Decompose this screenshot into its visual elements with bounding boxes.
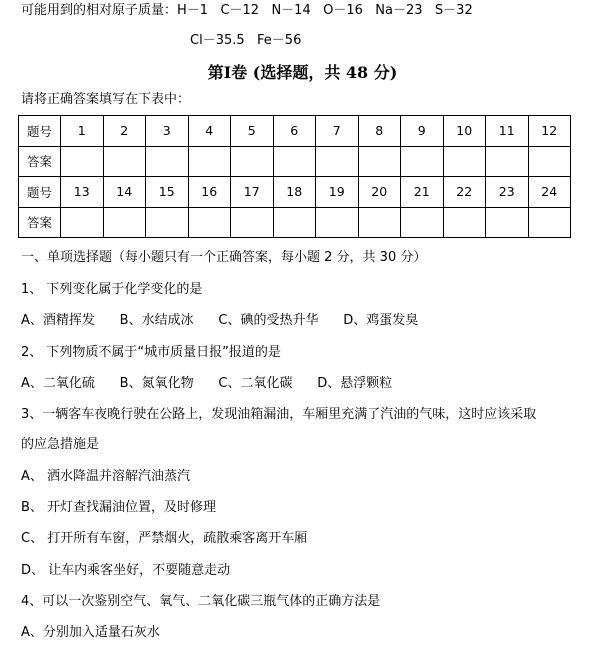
question-number-cell: 22	[443, 177, 486, 208]
question-2-options: A、二氧化硫 B、氮氧化物 C、二氧化碳 D、悬浮颗粒	[21, 376, 393, 391]
question-1-options: A、酒精挥发 B、水结成冰 C、碘的受热升华 D、鸡蛋发臭	[21, 313, 419, 328]
question-2: 2、 下列物质不属于“城市质量日报”报道的是	[21, 345, 281, 360]
atomic-masses-line-2: Cl－35.5 Fe－56	[190, 33, 302, 48]
question-number-cell: 24	[528, 177, 571, 208]
row-label-answer: 答案	[19, 146, 61, 177]
answer-cell[interactable]	[528, 146, 571, 177]
section-title: 第Ⅰ卷 (选择题，共 48 分)	[207, 63, 398, 82]
question-number-cell: 19	[316, 177, 359, 208]
table-row	[19, 146, 571, 177]
question-4-option-a: A、分别加入适量石灰水	[21, 625, 160, 640]
question-3-option-a: A、 洒水降温并溶解汽油蒸汽	[21, 469, 191, 484]
row-label-answer: 答案	[19, 207, 61, 238]
answer-cell[interactable]	[103, 207, 146, 238]
answer-cell[interactable]	[486, 207, 529, 238]
question-number-cell: 2	[103, 116, 146, 147]
question-number-cell: 10	[443, 116, 486, 147]
answer-cell[interactable]	[486, 146, 529, 177]
answer-cell[interactable]	[146, 207, 189, 238]
question-number-cell: 1	[61, 116, 104, 147]
answer-cell[interactable]	[316, 207, 359, 238]
answer-cell[interactable]	[528, 207, 571, 238]
question-1: 1、 下列变化属于化学变化的是	[21, 282, 203, 297]
answer-cell[interactable]	[103, 146, 146, 177]
question-number-cell: 13	[61, 177, 104, 208]
answer-cell[interactable]	[401, 207, 444, 238]
question-3-line-1: 3、一辆客车夜晚行驶在公路上，发现油箱漏油，车厢里充满了汽油的气味，这时应该采取	[21, 407, 537, 422]
question-number-cell: 14	[103, 177, 146, 208]
question-number-cell: 20	[358, 177, 401, 208]
atomic-masses-line-1: 可能用到的相对原子质量：H－1 C－12 N－14 O－16 Na－23 S－32	[21, 3, 473, 18]
question-3-option-d: D、 让车内乘客坐好，不要随意走动	[21, 563, 231, 578]
question-number-cell: 5	[231, 116, 274, 147]
answer-cell[interactable]	[316, 146, 359, 177]
answer-cell[interactable]	[231, 207, 274, 238]
question-number-cell: 9	[401, 116, 444, 147]
question-number-cell: 6	[273, 116, 316, 147]
answer-cell[interactable]	[146, 146, 189, 177]
part-heading: 一、单项选择题（每小题只有一个正确答案，每小题 2 分，共 30 分）	[21, 250, 427, 265]
table-instruction: 请将正确答案填写在下表中：	[21, 92, 191, 107]
question-number-cell: 15	[146, 177, 189, 208]
question-number-cell: 4	[188, 116, 231, 147]
question-number-cell: 23	[486, 177, 529, 208]
answer-cell[interactable]	[443, 146, 486, 177]
answer-cell[interactable]	[401, 146, 444, 177]
question-number-cell: 7	[316, 116, 359, 147]
answer-cell[interactable]	[188, 207, 231, 238]
row-label-number: 题号	[19, 116, 61, 147]
question-3-option-b: B、 开灯查找漏油位置，及时修理	[21, 500, 217, 515]
answer-cell[interactable]	[273, 207, 316, 238]
table-row	[19, 116, 571, 147]
answer-cell[interactable]	[188, 146, 231, 177]
question-number-cell: 11	[486, 116, 529, 147]
question-number-cell: 17	[231, 177, 274, 208]
question-3-line-2: 的应急措施是	[21, 437, 100, 452]
question-number-cell: 16	[188, 177, 231, 208]
table-row	[19, 177, 571, 208]
answer-cell[interactable]	[358, 207, 401, 238]
answer-cell[interactable]	[443, 207, 486, 238]
table-row	[19, 207, 571, 238]
row-label-number: 题号	[19, 177, 61, 208]
question-number-cell: 18	[273, 177, 316, 208]
question-number-cell: 12	[528, 116, 571, 147]
question-number-cell: 8	[358, 116, 401, 147]
answer-cell[interactable]	[231, 146, 274, 177]
question-4: 4、可以一次鉴别空气、氧气、二氧化碳三瓶气体的正确方法是	[21, 594, 381, 609]
question-number-cell: 3	[146, 116, 189, 147]
answer-cell[interactable]	[358, 146, 401, 177]
answer-cell[interactable]	[273, 146, 316, 177]
answer-cell[interactable]	[61, 146, 104, 177]
question-3-option-c: C、 打开所有车窗，严禁烟火，疏散乘客离开车厢	[21, 531, 308, 546]
answer-table	[18, 115, 571, 238]
question-number-cell: 21	[401, 177, 444, 208]
answer-cell[interactable]	[61, 207, 104, 238]
